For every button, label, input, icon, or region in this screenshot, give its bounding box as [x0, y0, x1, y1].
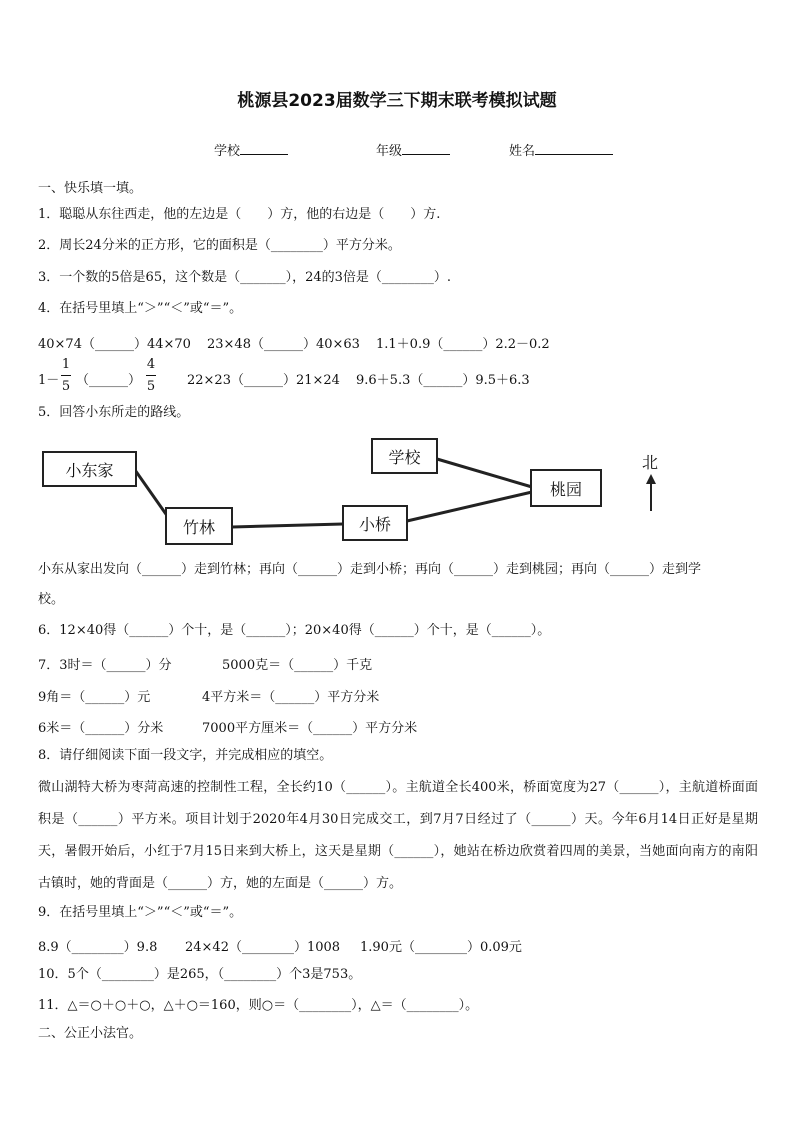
question-9: 9．在括号里填上“＞”“＜”或“＝”。 — [38, 905, 243, 920]
route-school-peach — [437, 459, 532, 487]
question-8: 8．请仔细阅读下面一段文字，并完成相应的填空。 — [38, 748, 333, 763]
question-5-text: 小东从家出发向（______）走到竹林；再向（______）走到小桥；再向（______）走到桃园；再向（______）走到学 — [38, 562, 702, 577]
q7-item-3: 9角＝（______）元 — [38, 690, 151, 705]
map-box-bamboo: 竹林 — [165, 507, 233, 545]
fraction-numerator: 1 — [61, 357, 71, 372]
fraction-denominator-2: 5 — [146, 379, 156, 394]
q4-item-6: 9.6＋5.3（______）9.5＋6.3 — [356, 373, 530, 388]
question-3: 3．一个数的5倍是65，这个数是（_______），24的3倍是（________）. — [38, 270, 452, 285]
q7-item-1: 7．3时＝（______）分 — [38, 658, 172, 673]
q7-item-5: 6米＝（______）分米 — [38, 721, 164, 736]
section-1-heading: 一、快乐填一填。 — [38, 181, 143, 196]
route-home-bamboo — [135, 470, 168, 517]
q4-item-1: 40×74（______）44×70 — [38, 337, 191, 352]
grade-label: 年级 — [376, 144, 403, 159]
north-label: 北 — [642, 453, 659, 472]
q9-item-3: 1.90元（________）0.09元 — [360, 940, 522, 955]
page-title: 桃源县2023届数学三下期末联考模拟试题 — [237, 91, 557, 111]
question-5-text-end: 校。 — [38, 592, 65, 607]
question-10: 10．5个（________）是265，（________）个3是753。 — [38, 967, 362, 982]
fraction-denominator: 5 — [61, 379, 71, 394]
q4-item-2: 23×48（______）40×63 — [207, 337, 360, 352]
q4-item-4-prefix: 1－ — [38, 373, 60, 388]
name-label: 姓名 — [509, 144, 536, 159]
map-box-school: 学校 — [371, 438, 438, 474]
map-box-home: 小东家 — [42, 451, 137, 487]
school-label: 学校 — [214, 144, 241, 159]
route-bridge-peach — [407, 492, 532, 521]
north-arrow-icon — [646, 474, 656, 484]
route-bamboo-bridge — [232, 524, 343, 527]
map-box-bridge: 小桥 — [342, 505, 408, 541]
fraction-numerator-2: 4 — [146, 357, 156, 372]
q4-item-5: 22×23（______）21×24 — [187, 373, 340, 388]
q7-item-2: 5000克＝（______）千克 — [222, 658, 373, 673]
question-1: 1．聪聪从东往西走，他的左边是（ ）方，他的右边是（ ）方. — [38, 207, 441, 222]
q9-item-2: 24×42（________）1008 — [185, 940, 341, 955]
question-4: 4．在括号里填上“＞”“＜”或“＝”。 — [38, 301, 243, 316]
q9-item-1: 8.9（________）9.8 — [38, 940, 158, 955]
question-5: 5．回答小东所走的路线。 — [38, 405, 190, 420]
map-box-peach: 桃园 — [530, 469, 602, 507]
question-6: 6．12×40得（______）个十，是（______）；20×40得（______）个十，是（______）。 — [38, 623, 551, 638]
question-2: 2．周长24分米的正方形，它的面积是（________）平方分米。 — [38, 238, 401, 253]
q7-item-6: 7000平方厘米＝（______）平方分米 — [202, 721, 418, 736]
q4-item-4-blank: （______） — [76, 373, 142, 388]
section-2-heading: 二、公正小法官。 — [38, 1026, 143, 1041]
question-8-paragraph: 微山湖特大桥为枣菏高速的控制性工程，全长约10（______）。主航道全长400米，桥面宽度为27（______），主航道桥面面积是（______）平方米。项目计划于2020年4月30日完成交工，到7月7日经过了（______）天。今年6月14日正好是星期天，暑假开始后，小红于7月15日来到大桥上，这天是星期（______），她站在桥边欣赏着四周的美景，当她面向南方的南阳古镇时，她的背面是（______）方，她的左面是（______）方。 — [38, 780, 758, 891]
q7-item-4: 4平方米＝（______）平方分米 — [202, 690, 380, 705]
q4-item-3: 1.1＋0.9（______）2.2－0.2 — [376, 337, 550, 352]
question-11: 11．△＝○＋○＋○，△＋○＝160，则○＝（________），△＝（________）。 — [38, 998, 479, 1013]
